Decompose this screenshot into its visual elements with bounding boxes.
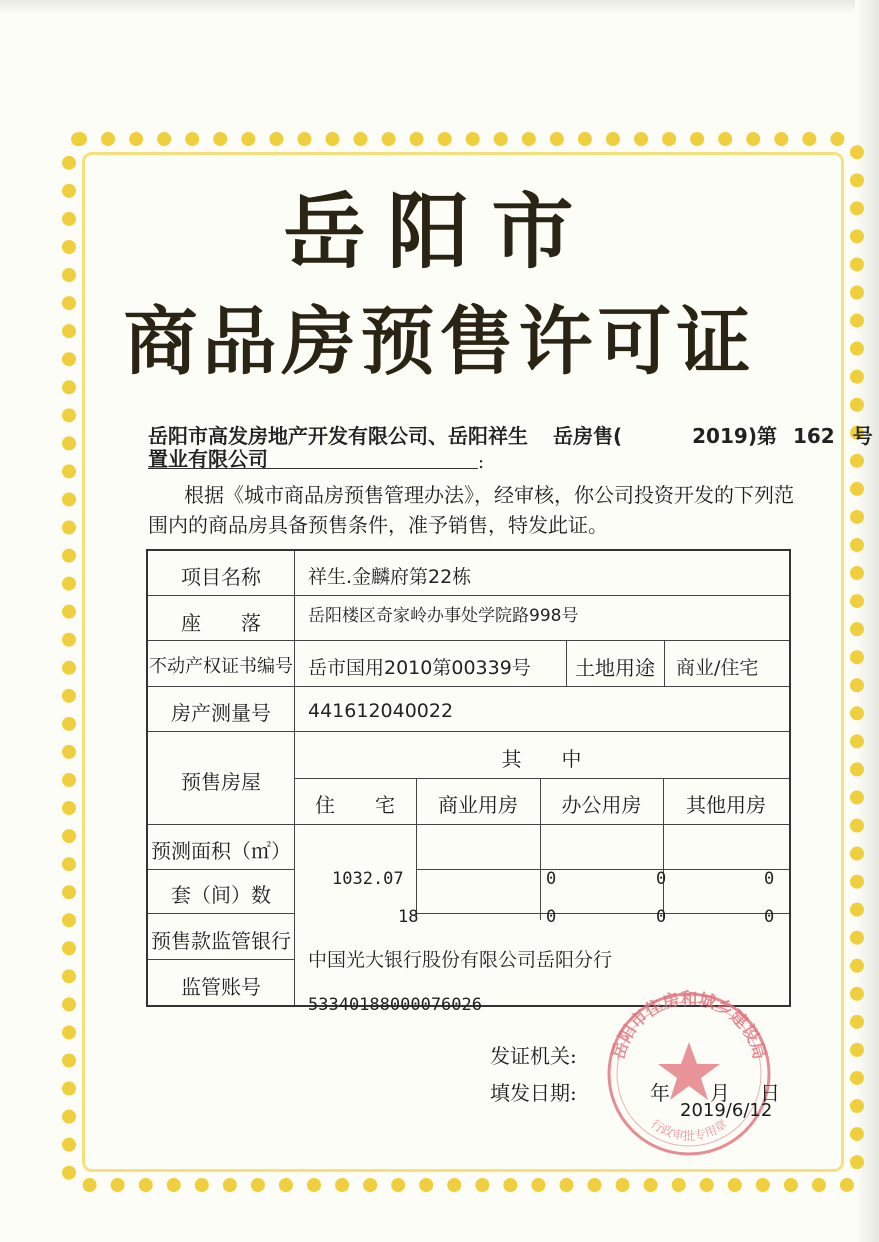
value-area-office: 0 (656, 869, 667, 889)
label-account: 监管账号 (181, 975, 261, 999)
label-project-name: 项目名称 (181, 565, 261, 589)
applicant-colon: : (478, 452, 485, 473)
value-area-residential: 1032.07 (332, 869, 404, 889)
applicant-line-1: 岳阳市高发房地产开发有限公司、岳阳祥生 (148, 424, 528, 448)
value-units-office: 0 (656, 907, 667, 927)
value-units-residential: 18 (398, 907, 419, 927)
approval-paragraph (148, 480, 798, 540)
docno-mid: )第 (747, 424, 777, 448)
label-presale-housing: 预售房屋 (181, 770, 261, 794)
table-rule (148, 869, 294, 870)
month-char: 月 (710, 1081, 730, 1105)
col-residential: 住 宅 (315, 793, 395, 817)
table-rule (664, 640, 665, 686)
table-rule (294, 551, 295, 1005)
value-bank: 中国光大银行股份有限公司岳阳分行 (308, 949, 613, 971)
value-units-commercial: 0 (546, 907, 557, 927)
applicant-underline (148, 468, 478, 469)
value-units-other: 0 (764, 907, 775, 927)
label-bank: 预售款监管银行 (151, 929, 291, 953)
value-account: 53340188000076026 (308, 995, 482, 1015)
issue-date-row (490, 1077, 780, 1106)
col-commercial: 商业用房 (438, 793, 518, 817)
seal-sub-text: 行政审批专用章 (648, 1116, 730, 1143)
table-rule (148, 595, 789, 596)
table-rule (148, 959, 294, 960)
docno-year: 2019 (692, 424, 748, 448)
docno-prefix: 岳房售( (553, 424, 623, 448)
label-predicted-area: 预测面积（㎡） (151, 839, 291, 863)
issue-date-label: 填发日期: (490, 1081, 577, 1105)
title-permit: 商品房预售许可证 (123, 299, 756, 385)
col-office: 办公用房 (561, 793, 642, 817)
value-land-use: 商业/住宅 (676, 657, 759, 679)
table-rule (148, 731, 789, 732)
title-city: 岳阳市 (283, 185, 596, 280)
table-rule (148, 640, 789, 641)
issue-date-value: 2019/6/12 (680, 1100, 773, 1121)
docno-suffix: 号 (852, 424, 873, 448)
value-location: 岳阳楼区奇家岭办事处学院路998号 (308, 606, 579, 626)
document-number (553, 420, 873, 449)
label-survey-number: 房产测量号 (171, 701, 271, 725)
seal-text: 岳阳市住房和城乡建设局 (608, 990, 770, 1062)
col-other: 其他用房 (686, 793, 766, 817)
official-seal (596, 990, 782, 1158)
year-char: 年 (650, 1081, 670, 1105)
applicant-line-2: 置业有限公司 (148, 447, 268, 471)
label-land-use: 土地用途 (575, 656, 655, 680)
label-cert-number: 不动产权证书编号 (149, 656, 293, 677)
label-among: 其 中 (501, 747, 582, 771)
label-location: 座 落 (181, 611, 261, 635)
table-rule (148, 686, 789, 687)
value-survey-number: 441612040022 (308, 700, 454, 722)
value-area-other: 0 (764, 869, 775, 889)
scan-edge-top (0, 0, 879, 14)
table-rule (416, 869, 789, 870)
label-units: 套（间）数 (171, 883, 271, 907)
value-project-name: 祥生.金麟府第22栋 (308, 566, 472, 588)
day-char: 日 (760, 1081, 780, 1105)
approval-paragraph-text: 根据《城市商品房预售管理办法》，经审核，你公司投资开发的下列范围内的商品房具备预售条件，准予销售，特发此证。 (148, 483, 794, 537)
table-rule (148, 824, 789, 825)
docno-number: 162 (792, 424, 835, 448)
table-rule (294, 778, 789, 779)
presale-table (146, 549, 791, 1015)
table-rule (416, 913, 789, 914)
table-rule (148, 913, 294, 914)
value-cert-number: 岳市国用2010第00339号 (308, 657, 531, 679)
issuer-label: 发证机关: (490, 1044, 577, 1068)
value-area-commercial: 0 (546, 869, 557, 889)
